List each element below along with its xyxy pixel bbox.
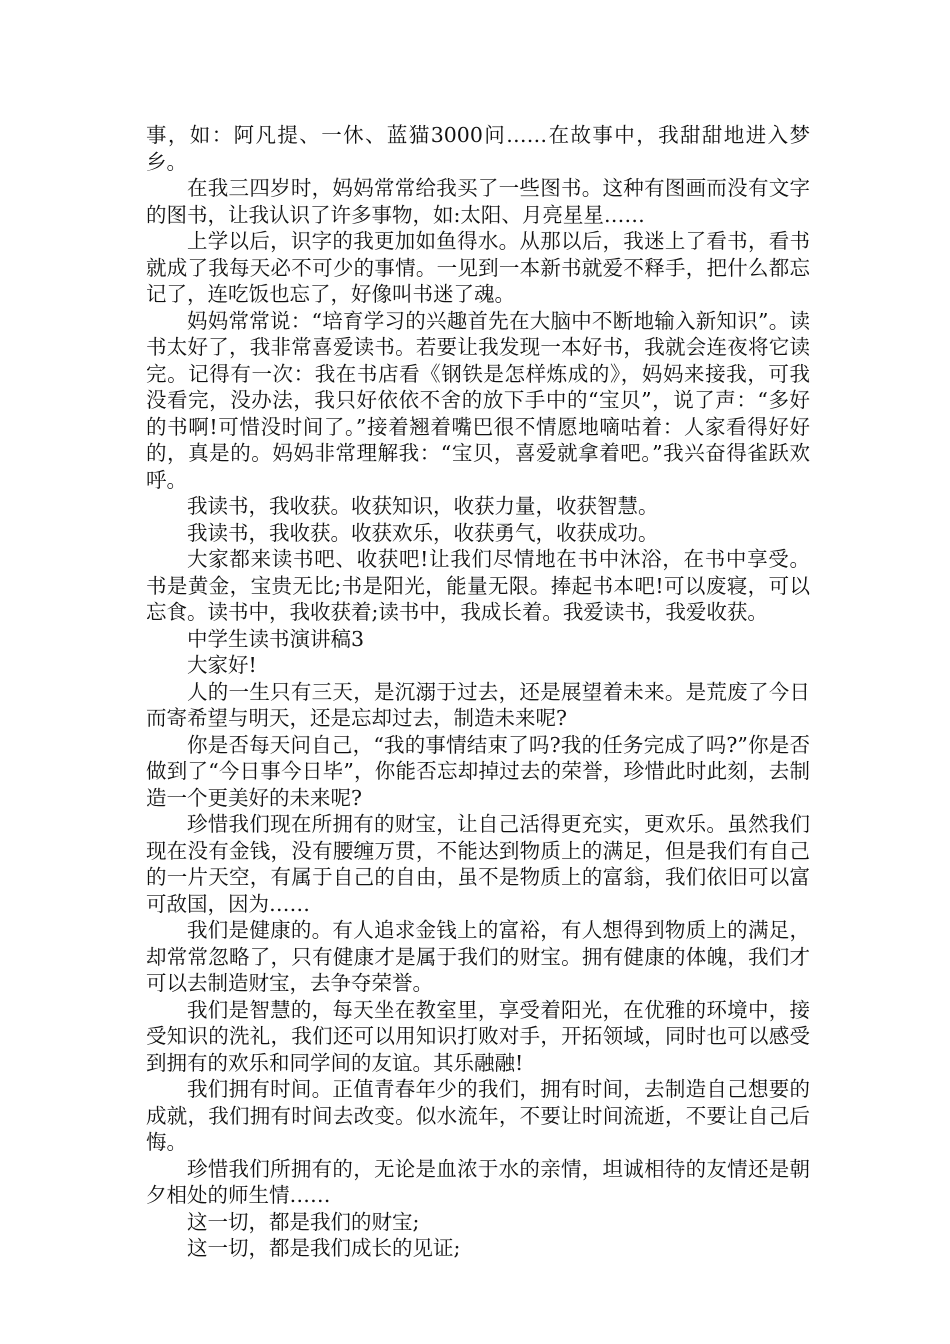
paragraph: 珍惜我们所拥有的，无论是血浓于水的亲情，坦诚相待的友情还是朝夕相处的师生情…… bbox=[146, 1156, 810, 1207]
paragraph: 珍惜我们现在所拥有的财宝，让自己活得更充实，更欢乐。虽然我们现在没有金钱，没有腰缠万贯，不能达到物质上的满足，但是我们有自己的一片天空，有属于自己的自由，虽不是物质上的富翁，我们依旧可以富可敌国，因为…… bbox=[146, 812, 810, 916]
paragraph: 我们拥有时间。正值青春年少的我们，拥有时间，去制造自己想要的成就，我们拥有时间去改变。似水流年，不要让时间流逝，不要让自己后悔。 bbox=[146, 1077, 810, 1154]
paragraph: 在我三四岁时，妈妈常常给我买了一些图书。这种有图画而没有文字的图书，让我认识了许多事物，如:太阳、月亮星星…… bbox=[146, 176, 810, 227]
paragraph: 上学以后，识字的我更加如鱼得水。从那以后，我迷上了看书，看书就成了我每天必不可少的事情。一见到一本新书就爱不释手，把什么都忘记了，连吃饭也忘了，好像叫书迷了魂。 bbox=[146, 229, 810, 306]
paragraph: 大家都来读书吧、收获吧!让我们尽情地在书中沐浴，在书中享受。书是黄金，宝贵无比;书是阳光，能量无限。捧起书本吧!可以废寝，可以忘食。读书中，我收获着;读书中，我成长着。我爱读书，我爱收获。 bbox=[146, 547, 810, 624]
paragraph: 我读书，我收获。收获知识，收获力量，收获智慧。 bbox=[187, 494, 659, 518]
paragraph: 人的一生只有三天，是沉溺于过去，还是展望着未来。是荒废了今日而寄希望与明天，还是忘却过去，制造未来呢? bbox=[146, 679, 810, 730]
greeting: 大家好! bbox=[187, 653, 257, 677]
paragraph: 事，如：阿凡提、一休、蓝猫3000问……在故事中，我甜甜地进入梦乡。 bbox=[146, 123, 810, 174]
paragraph: 妈妈常常说：“培育学习的兴趣首先在大脑中不断地输入新知识”。读书太好了，我非常喜爱读书。若要让我发现一本好书，我就会连夜将它读完。记得有一次：我在书店看《钢铁是怎样炼成的》，妈妈来接我，可我没看完，没办法，我只好依依不舍的放下手中的“宝贝”，说了声：“多好的书啊!可惜没时间了。”接着翘着嘴巴很不情愿地嘀咕着：人家看得好好的，真是的。妈妈非常理解我：“宝贝，喜爱就拿着吧。”我兴奋得雀跃欢呼。 bbox=[146, 308, 810, 492]
paragraph: 我们是健康的。有人追求金钱上的富裕，有人想得到物质上的满足，却常常忽略了，只有健康才是属于我们的财宝。拥有健康的体魄，我们才可以去制造财宝，去争夺荣誉。 bbox=[146, 918, 810, 995]
document-body bbox=[146, 122, 810, 1262]
paragraph: 这一切，都是我们成长的见证; bbox=[187, 1236, 461, 1260]
paragraph: 我读书，我收获。收获欢乐，收获勇气，收获成功。 bbox=[187, 520, 659, 545]
section-heading: 中学生读书演讲稿3 bbox=[187, 626, 365, 651]
paragraph: 你是否每天问自己，“我的事情结束了吗?我的任务完成了吗?”你是否做到了“今日事今日毕”，你能否忘却掉过去的荣誉，珍惜此时此刻，去制造一个更美好的未来呢? bbox=[146, 732, 810, 810]
paragraph: 我们是智慧的，每天坐在教室里，享受着阳光，在优雅的环境中，接受知识的洗礼，我们还可以用知识打败对手，开拓领域，同时也可以感受到拥有的欢乐和同学间的友谊。其乐融融! bbox=[146, 997, 810, 1075]
paragraph: 这一切，都是我们的财宝; bbox=[187, 1209, 420, 1234]
